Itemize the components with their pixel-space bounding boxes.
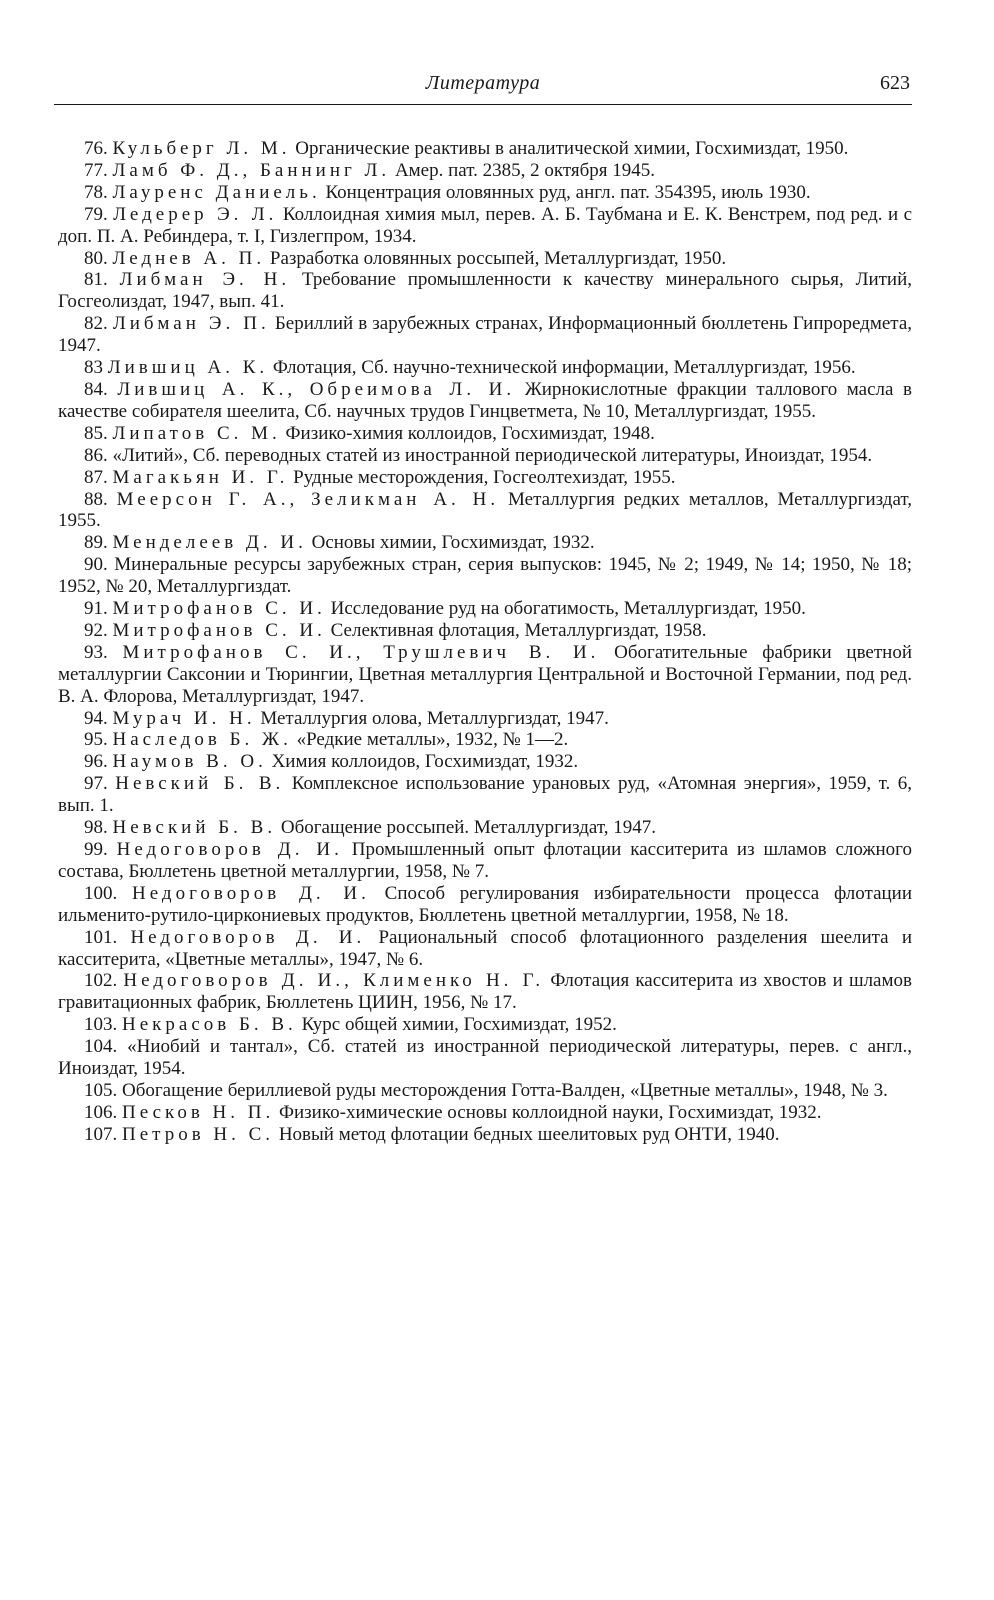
entry-text: Исследование руд на обогатимость, Металлургиздат, 1950.	[330, 598, 806, 620]
entry-author: Недоговоров Д. И.	[130, 926, 366, 948]
entry-author: Митрофанов С. И., Трушлевич В. И.	[122, 641, 600, 663]
entry-text: Требование промышленности к качеству минерального сырья, Литий, Госгеолиздат, 1947, вып. 41.	[58, 269, 913, 313]
entry-number: 94.	[84, 707, 108, 729]
entry-text: Новый метод флотации бедных шеелитовых руд ОНТИ, 1940.	[278, 1123, 780, 1145]
entry-author: Невский Б. В.	[112, 817, 277, 839]
entry-text: Рациональный способ флотационного разделения шеелита и касситерита, «Цветные металлы», 1947, № 6.	[58, 926, 912, 970]
bibliography-entry	[58, 467, 912, 489]
bibliography-entry	[58, 817, 912, 839]
bibliography-entry	[58, 751, 912, 773]
bibliography-entry	[58, 423, 912, 445]
entry-number: 83	[84, 357, 103, 379]
entry-text: Комплексное использование урановых руд, «Атомная энергия», 1959, т. 6, вып. 1.	[58, 773, 913, 817]
entry-author: Менделеев Д. И.	[112, 532, 307, 554]
entry-number: 99.	[84, 839, 108, 860]
entry-author: Лившиц А. К.	[107, 357, 269, 379]
entry-number: 82.	[84, 313, 108, 335]
entry-text: Флотация, Сб. научно-технической информации, Металлургиздат, 1956.	[272, 357, 856, 379]
entry-number: 95.	[84, 729, 108, 751]
entry-author: Петров Н. С.	[122, 1123, 275, 1145]
running-title: Литература	[425, 72, 541, 94]
entry-number: 92.	[84, 619, 108, 641]
entry-number: 97.	[84, 773, 108, 795]
entry-number: 89.	[84, 532, 108, 554]
entry-author: Недоговоров Д. И.	[116, 839, 343, 860]
entry-number: 106.	[84, 1101, 118, 1123]
entry-text: Обогащение россыпей. Металлургиздат, 1947.	[280, 817, 656, 839]
bibliography-entry	[58, 1124, 912, 1146]
entry-author: Леднев А. П.	[112, 247, 266, 269]
entry-text: Органические реактивы в аналитической химии, Госхимиздат, 1950.	[295, 138, 849, 159]
entry-number: 96.	[84, 751, 108, 773]
entry-text: Способ регулирования избирательности процесса флотации ильменито-рутило-циркониевых продуктов, Бюллетень цветной металлургии, 1958, № 18.	[58, 882, 913, 926]
entry-number: 88.	[84, 488, 108, 510]
entry-number: 84.	[84, 378, 108, 400]
entry-author: Недоговоров Д. И., Клименко Н. Г.	[123, 970, 545, 992]
entry-number: 81.	[84, 269, 108, 291]
entry-author: Меерсон Г. А., Зеликман А. Н.	[116, 488, 500, 510]
entry-author: Наумов В. О.	[112, 751, 267, 773]
entry-author: Песков Н. П.	[122, 1101, 275, 1123]
bibliography-entry	[58, 269, 912, 313]
entry-number: 93.	[84, 641, 108, 663]
entry-number: 90.	[84, 554, 108, 576]
entry-author: Недоговоров Д. И.	[132, 882, 370, 904]
entry-author: Кульберг Л. М.	[112, 138, 291, 159]
entry-number: 98.	[84, 817, 108, 839]
entry-author: Ламб Ф. Д., Баннинг Л.	[112, 159, 391, 181]
entry-number: 107.	[84, 1123, 118, 1145]
entry-text: «Литий», Сб. переводных статей из иностранной периодической литературы, Иноиздат, 1954.	[112, 444, 873, 466]
entry-number: 91.	[84, 598, 108, 620]
entry-text: Химия коллоидов, Госхимиздат, 1932.	[271, 751, 579, 773]
bibliography-entry	[58, 1036, 912, 1080]
entry-author: Либман Э. П.	[112, 313, 270, 335]
bibliography-entry	[58, 204, 912, 248]
entry-number: 76.	[84, 138, 108, 159]
entry-text: Амер. пат. 2385, 2 октября 1945.	[394, 159, 656, 181]
entry-text: Курс общей химии, Госхимиздат, 1952.	[301, 1014, 617, 1036]
entry-text: Основы химии, Госхимиздат, 1932.	[311, 532, 595, 554]
entry-number: 78.	[84, 181, 108, 203]
bibliography-entry	[58, 248, 912, 270]
entry-author: Мурач И. Н.	[112, 707, 256, 729]
entry-text: Флотация касситерита из хвостов и шламов гравитационных фабрик, Бюллетень ЦИИН, 1956, № 17.	[58, 970, 912, 1014]
entry-text: Коллоидная химия мыл, перев. А. Б. Таубмана и Е. К. Венстрем, под ред. и с доп. П. А. Ребиндера, т. I, Гизлегпром, 1934.	[58, 203, 913, 247]
entry-text: Селективная флотация, Металлургиздат, 1958.	[330, 619, 707, 641]
bibliography-entry	[58, 554, 912, 598]
entry-number: 104.	[84, 1036, 118, 1058]
bibliography-list	[58, 138, 912, 1146]
bibliography-entry	[58, 357, 912, 379]
entry-text: Обогащение бериллиевой руды месторождения Готта-Валден, «Цветные металлы», 1948, № 3.	[122, 1079, 888, 1101]
bibliography-entry	[58, 160, 912, 182]
bibliography-entry	[58, 532, 912, 554]
bibliography-entry	[58, 927, 912, 971]
bibliography-entry	[58, 598, 912, 620]
bibliography-entry	[58, 620, 912, 642]
bibliography-entry	[58, 313, 912, 357]
bibliography-entry	[58, 883, 912, 927]
entry-author: Митрофанов С. И.	[112, 619, 326, 641]
entry-number: 80.	[84, 247, 108, 269]
entry-text: Металлургия редких металлов, Металлургиздат, 1955.	[58, 488, 913, 532]
entry-text: Обогатительные фабрики цветной металлургии Саксонии и Тюрингии, Цветная металлургия Центральной и Восточной Германии, под ред. В. А. Флорова, Металлургиздат, 1947.	[58, 641, 913, 707]
entry-text: Жирнокислотные фракции таллового масла в качестве собирателя шеелита, Сб. научных трудов Гинцветмета, № 10, Металлургиздат, 1955.	[58, 378, 912, 422]
entry-text: Промышленный опыт флотации касситерита из шламов сложного состава, Бюллетень цветной металлургии, 1958, № 7.	[58, 839, 912, 882]
bibliography-entry	[58, 970, 912, 1014]
bibliography-entry	[58, 182, 912, 204]
entry-number: 86.	[84, 444, 108, 466]
entry-author: Невский Б. В.	[115, 773, 285, 795]
entry-text: Физико-химия коллоидов, Госхимиздат, 1948.	[285, 422, 655, 444]
bibliography-entry	[58, 489, 912, 533]
entry-author: Магакьян И. Г.	[112, 466, 289, 488]
bibliography-entry	[58, 1102, 912, 1124]
entry-number: 79.	[84, 203, 108, 225]
entry-text: Металлургия олова, Металлургиздат, 1947.	[260, 707, 609, 729]
bibliography-entry	[58, 379, 912, 423]
entry-text: Концентрация оловянных руд, англ. пат. 354395, июль 1930.	[325, 181, 811, 203]
entry-number: 101.	[84, 926, 118, 948]
entry-text: «Редкие металлы», 1932, № 1—2.	[296, 729, 569, 751]
bibliography-entry	[58, 773, 912, 817]
entry-text: Бериллий в зарубежных странах, Информационный бюллетень Гипроредмета, 1947.	[58, 313, 913, 357]
entry-text: Минеральные ресурсы зарубежных стран, серия выпусков: 1945, № 2; 1949, № 14; 1950, № 18; 1952, № 20, Металлургиздат.	[58, 554, 913, 598]
entry-number: 100.	[84, 882, 118, 904]
entry-text: Разработка оловянных россыпей, Металлургиздат, 1950.	[269, 247, 727, 269]
entry-number: 103.	[84, 1014, 118, 1036]
entry-text: «Ниобий и тантал», Сб. статей из иностранной периодической литературы, перев. с англ., Иноиздат, 1954.	[58, 1036, 913, 1080]
entry-number: 102.	[84, 970, 118, 992]
bibliography-entry	[58, 1014, 912, 1036]
entry-text: Рудные месторождения, Госгеолтехиздат, 1955.	[293, 466, 676, 488]
entry-number: 85.	[84, 422, 108, 444]
entry-number: 105.	[84, 1079, 118, 1101]
entry-author: Митрофанов С. И.	[112, 598, 326, 620]
header-rule	[54, 104, 912, 105]
bibliography-entry	[58, 839, 912, 883]
bibliography-entry	[58, 445, 912, 467]
entry-author: Лившиц А. К., Обреимова Л. И.	[117, 378, 516, 400]
bibliography-entry	[58, 1080, 912, 1102]
entry-author: Липатов С. М.	[112, 422, 281, 444]
entry-number: 77.	[84, 159, 108, 181]
entry-author: Некрасов Б. В.	[122, 1014, 297, 1036]
page-header	[54, 62, 912, 106]
page-number: 623	[880, 72, 910, 94]
bibliography-entry	[58, 642, 912, 708]
entry-text: Физико-химические основы коллоидной науки, Госхимиздат, 1932.	[279, 1101, 822, 1123]
entry-author: Либман Э. Н.	[119, 269, 291, 291]
entry-author: Лауренс Даниель.	[112, 181, 321, 203]
bibliography-entry	[58, 708, 912, 730]
bibliography-entry	[58, 138, 912, 160]
entry-number: 87.	[84, 466, 108, 488]
entry-author: Ледерер Э. Л.	[113, 203, 278, 225]
bibliography-entry	[58, 729, 912, 751]
entry-author: Наследов Б. Ж.	[112, 729, 292, 751]
